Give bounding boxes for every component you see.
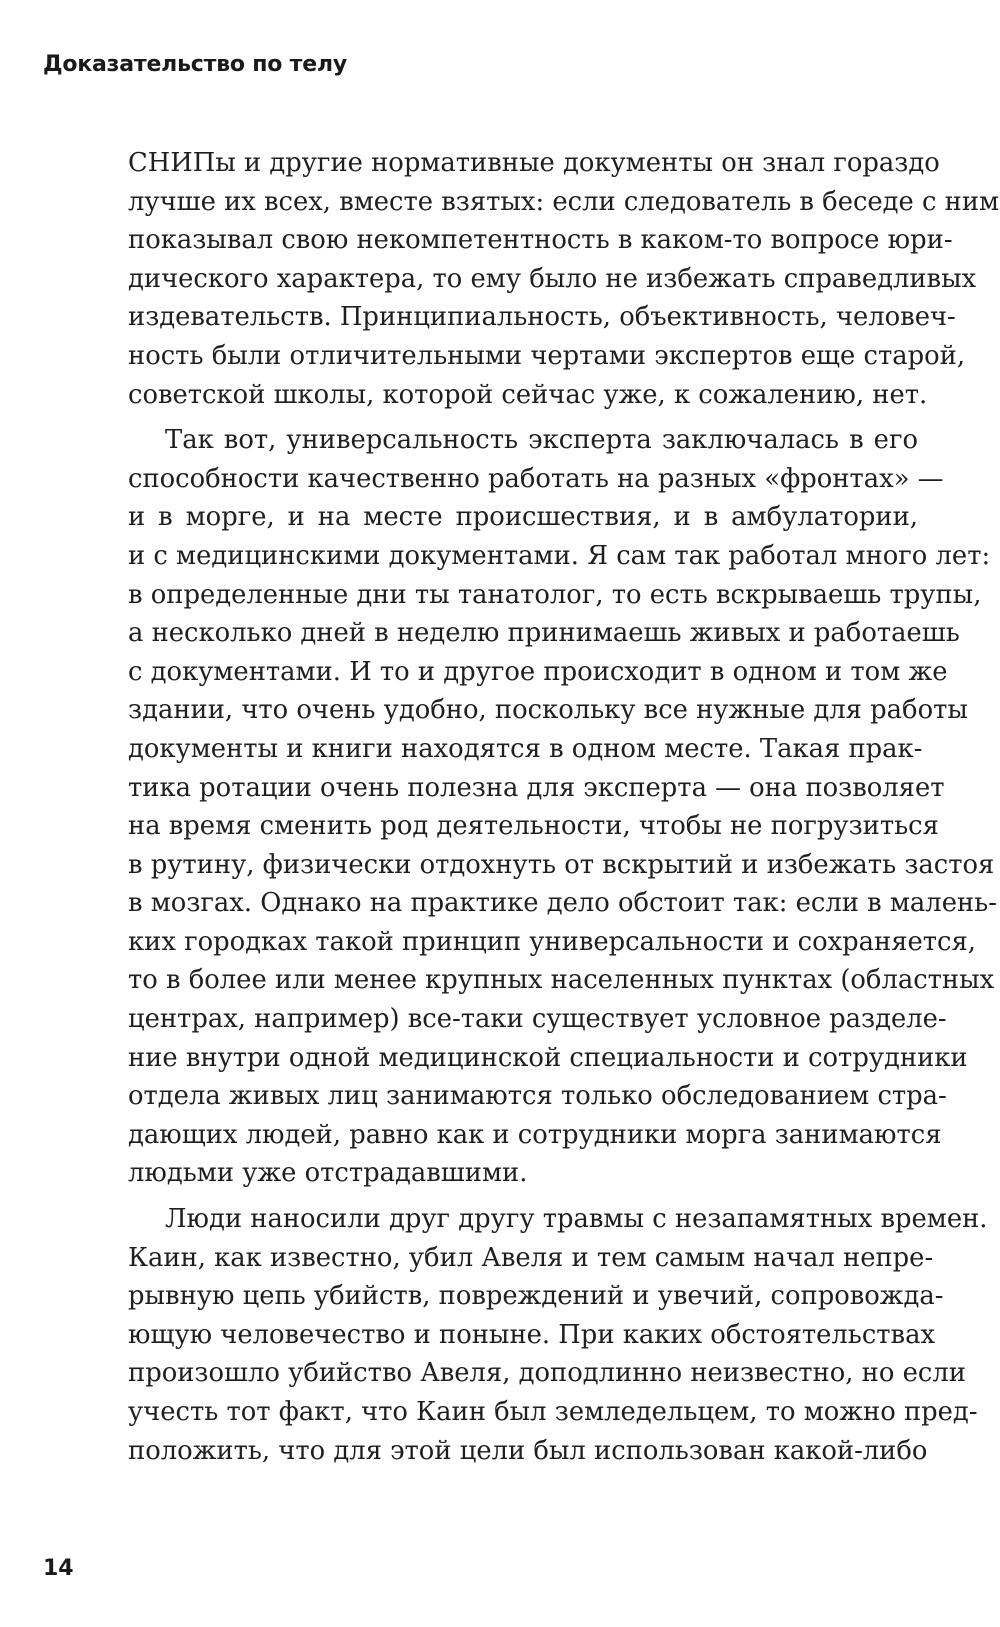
text-line: центрах, например) все-таки существует условное разделе- (128, 1004, 947, 1035)
text-line: в мозгах. Однако на практике дело обстоит так: если в малень- (128, 888, 997, 919)
text-line: ющую человечество и поныне. При каких обстоятельствах (128, 1319, 936, 1350)
text-line: тика ротации очень полезна для эксперта — она позволяет (128, 772, 945, 803)
text-line: с документами. И то и другое происходит в одном и том же (128, 656, 948, 687)
text-line: Люди наносили друг другу травмы с незапамятных времен. (165, 1204, 988, 1235)
text-line: учесть тот факт, что Каин был земледельцем, то можно пред- (128, 1397, 978, 1427)
text-line: ность были отличительными чертами экспертов еще старой, (128, 340, 966, 371)
paragraph-1 (128, 144, 1000, 414)
paragraph-3 (128, 1200, 988, 1470)
text-line: Каин, как известно, убил Авеля и тем самым начал непре- (128, 1242, 934, 1273)
text-line: отдела живых лиц занимаются только обследованием стра- (128, 1081, 947, 1112)
text-line: рывную цепь убийств, повреждений и увечий, сопровожда- (128, 1281, 944, 1312)
text-line: лучше их всех, вместе взятых: если следователь в беседе с ним (128, 186, 1000, 217)
text-line: людьми уже отстрадавшими. (128, 1158, 528, 1189)
text-line: СНИПы и другие нормативные документы он знал гораздо (128, 148, 940, 178)
text-line: советской школы, которой сейчас уже, к сожалению, нет. (128, 379, 928, 410)
text-line: издевательств. Принципиальность, объективность, человеч- (128, 302, 956, 333)
paragraph-2 (128, 421, 997, 1193)
text-line: положить, что для этой цели был использован какой-либо (128, 1435, 928, 1466)
text-line: дического характера, то ему было не избежать справедливых (128, 263, 977, 294)
body-text (128, 144, 1000, 1477)
text-line: ких городках такой принцип универсальности и сохраняется, (128, 926, 976, 957)
text-line: произошло убийство Авеля, доподлинно неизвестно, но если (128, 1358, 966, 1389)
text-line: в рутину, физически отдохнуть от вскрытий и избежать застоя (128, 849, 995, 880)
text-line: и в морге, и на месте происшествия, и в амбулатории, (128, 502, 918, 533)
text-line: то в более или менее крупных населенных пунктах (областных (128, 965, 995, 996)
text-line: на время сменить род деятельности, чтобы не погрузиться (128, 811, 939, 842)
text-line: способности качественно работать на разных «фронтах» — (128, 463, 944, 494)
text-line: Так вот, универсальность эксперта заключалась в его (165, 425, 918, 456)
page-number: 14 (43, 1556, 74, 1581)
text-line: в определенные дни ты танатолог, то есть вскрываешь трупы, (128, 579, 982, 610)
text-line: а несколько дней в неделю принимаешь живых и работаешь (128, 618, 960, 649)
text-line: ние внутри одной медицинской специальности и сотрудники (128, 1042, 968, 1073)
text-line: показывал свою некомпетентность в каком-то вопросе юри- (128, 225, 953, 256)
text-line: и с медицинскими документами. Я сам так работал много лет: (128, 540, 991, 571)
text-line: дающих людей, равно как и сотрудники морга занимаются (128, 1119, 942, 1150)
text-line: здании, что очень удобно, поскольку все нужные для работы (128, 695, 968, 726)
text-line: документы и книги находятся в одном месте. Такая прак- (128, 733, 923, 764)
running-head: Доказательство по телу (43, 52, 347, 77)
